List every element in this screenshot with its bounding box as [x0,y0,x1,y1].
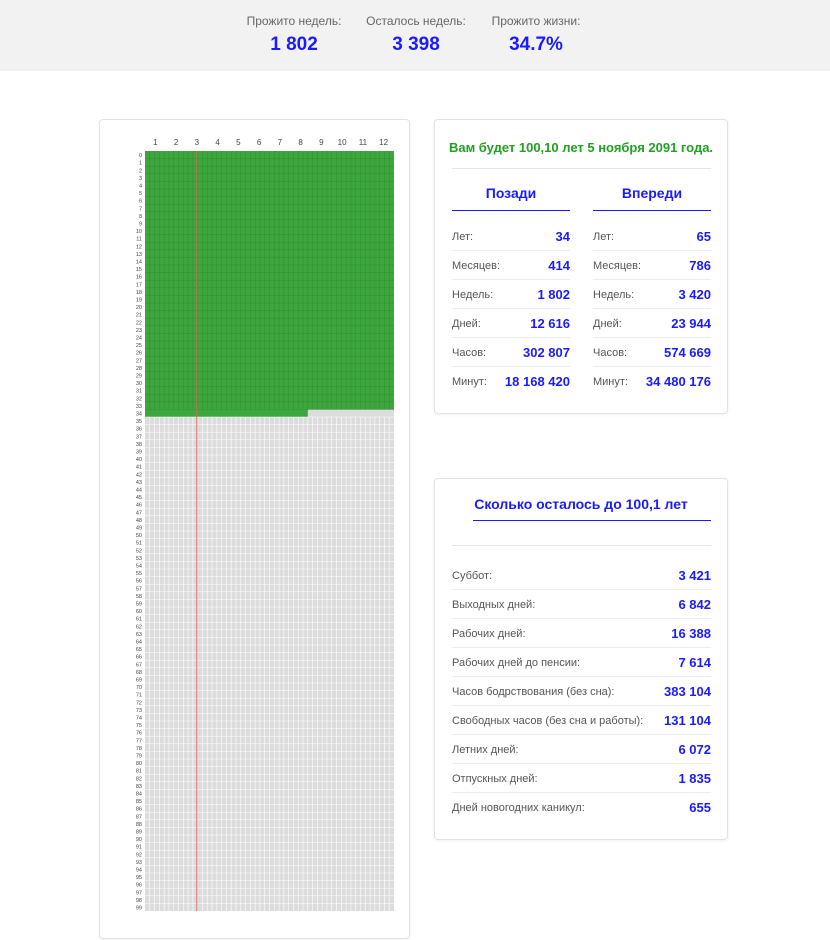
behind-row [452,338,570,367]
row-value: 34 480 176 [645,374,711,389]
year-label: 97 [135,890,142,897]
year-label: 83 [135,783,142,790]
stat-value: 34.7% [509,34,563,55]
stat-value: 1 802 [270,34,318,55]
year-label: 3 [138,175,142,182]
year-label: 77 [135,738,142,745]
stat-label: Осталось недель: [366,14,466,28]
year-label: 80 [135,761,142,768]
year-label: 15 [135,267,142,274]
row-value: 65 [696,229,711,244]
year-label: 32 [135,396,142,403]
year-label: 57 [135,586,142,593]
row-value: 12 616 [530,316,570,331]
remaining-row [452,648,711,677]
row-value: 655 [689,800,711,815]
month-label: 9 [319,138,324,147]
year-label: 91 [135,844,142,851]
year-label: 43 [135,479,142,486]
divider [452,168,711,169]
row-value: 6 842 [678,597,711,612]
month-label: 5 [236,138,241,147]
year-label: 87 [135,814,142,821]
stat-life-lived [490,14,582,56]
year-label: 13 [135,251,142,258]
year-label: 6 [138,198,142,205]
year-label: 19 [135,297,142,304]
row-value: 786 [689,258,711,273]
year-label: 11 [136,236,142,243]
row-value: 34 [555,229,570,244]
year-label: 62 [135,624,142,631]
year-label: 2 [138,168,142,175]
row-label: Дней новогодних каникул: [452,802,585,814]
behind-row [452,222,570,251]
life-summary-card [434,119,728,414]
year-label: 96 [135,882,142,889]
year-label: 86 [135,806,142,813]
row-label: Летних дней: [452,744,519,756]
month-label: 8 [298,138,303,147]
year-label: 64 [135,639,142,646]
remaining-row [452,764,711,793]
behind-title: Позади [452,185,570,211]
year-label: 18 [135,289,142,296]
year-label: 95 [135,875,142,882]
year-label: 35 [135,419,142,426]
year-label: 88 [135,821,142,828]
row-label: Недель: [452,289,494,301]
year-label: 34 [135,411,142,418]
row-value: 3 420 [678,287,711,302]
stat-label: Прожито недель: [246,14,342,28]
behind-row [452,280,570,309]
year-label: 14 [135,259,142,266]
year-label: 90 [135,837,142,844]
year-label: 27 [135,358,142,365]
row-label: Выходных дней: [452,599,536,611]
year-label: 47 [135,510,142,517]
year-label: 5 [138,191,142,198]
month-label: 12 [379,138,389,147]
ahead-row [593,280,711,309]
year-label: 17 [135,282,142,289]
row-value: 574 669 [664,345,711,360]
year-label: 75 [135,723,142,730]
row-value: 1 802 [537,287,570,302]
year-label: 46 [135,502,142,509]
year-label: 60 [135,609,142,616]
row-label: Дней: [452,318,481,330]
year-label: 53 [135,555,142,562]
year-label: 52 [135,548,142,555]
row-label: Недель: [593,289,635,301]
row-label: Лет: [452,231,474,243]
year-label: 10 [135,229,142,236]
month-label: 7 [277,138,283,147]
month-label: 2 [173,138,179,147]
year-label: 59 [135,601,142,608]
remaining-title: Сколько осталось до 100,1 лет [474,496,688,512]
year-label: 76 [135,730,142,737]
remaining-row [452,735,711,764]
ahead-row [593,367,711,396]
ahead-title: Впереди [593,185,711,211]
year-label: 85 [135,799,142,806]
year-label: 69 [135,677,142,684]
stat-label: Прожито жизни: [491,14,581,28]
year-label: 72 [135,700,142,707]
month-label: 11 [358,138,368,147]
year-label: 50 [135,533,142,540]
behind-row [452,309,570,338]
year-label: 21 [135,312,142,319]
year-label: 93 [135,859,142,866]
year-label: 48 [135,517,142,524]
year-label: 73 [135,707,142,714]
row-label: Месяцев: [452,260,501,272]
row-label: Рабочих дней до пенсии: [452,657,581,669]
row-value: 18 168 420 [504,374,570,389]
row-label: Суббот: [452,570,493,582]
row-value: 23 944 [671,316,711,331]
year-label: 22 [135,320,142,327]
year-label: 49 [135,525,142,532]
year-label: 4 [138,183,142,190]
year-label: 36 [135,426,142,433]
row-label: Минут: [452,376,487,388]
year-label: 66 [135,654,142,661]
year-label: 81 [135,768,142,775]
year-label: 33 [135,403,142,410]
year-label: 28 [135,365,142,372]
year-label: 98 [135,897,142,904]
year-label: 12 [135,244,142,251]
year-label: 20 [135,305,142,312]
month-label: 10 [337,138,347,147]
year-label: 25 [135,343,142,350]
year-label: 99 [135,905,142,912]
month-label: 3 [194,138,200,147]
row-label: Рабочих дней: [452,628,526,640]
year-label: 65 [135,647,142,654]
ahead-row [593,222,711,251]
year-label: 84 [135,791,142,798]
row-label: Дней: [593,318,622,330]
row-value: 383 104 [664,684,711,699]
year-label: 39 [135,449,142,456]
year-label: 0 [138,153,142,160]
row-label: Отпускных дней: [452,773,538,785]
remaining-row [452,706,711,735]
year-label: 29 [135,373,142,380]
remaining-row [452,561,711,590]
year-label: 8 [138,213,142,220]
row-value: 3 421 [678,568,711,583]
year-label: 24 [135,335,142,342]
row-value: 414 [548,258,570,273]
row-value: 302 807 [523,345,570,360]
row-label: Свободных часов (без сна и работы): [452,715,644,727]
behind-row [452,367,570,396]
life-weeks-grid [100,120,411,940]
row-label: Минут: [593,376,628,388]
row-label: Месяцев: [593,260,642,272]
behind-row [452,251,570,280]
year-label: 16 [135,274,142,281]
year-label: 42 [135,472,142,479]
remaining-row [452,590,711,619]
month-label: 1 [153,138,158,147]
row-label: Часов: [593,347,628,359]
remaining-row [452,619,711,648]
year-label: 68 [135,669,142,676]
year-label: 54 [135,563,142,570]
row-value: 7 614 [678,655,711,670]
ahead-row [593,338,711,367]
row-value: 1 835 [678,771,711,786]
remaining-row [452,677,711,706]
lived-weeks-partial-row [145,409,308,417]
ahead-row [593,309,711,338]
row-value: 131 104 [664,713,711,728]
remaining-card [434,478,728,840]
stat-value: 3 398 [392,34,440,55]
year-label: 78 [135,745,142,752]
year-label: 9 [138,221,142,228]
year-label: 79 [135,753,142,760]
divider [452,545,711,546]
year-label: 26 [135,350,142,357]
year-label: 51 [135,540,142,547]
year-label: 63 [135,631,142,638]
stat-weeks-lived [246,14,342,56]
year-label: 82 [135,776,142,783]
month-label: 4 [215,138,220,147]
year-label: 71 [135,692,142,699]
row-label: Лет: [593,231,615,243]
year-label: 45 [135,495,142,502]
year-label: 1 [138,160,142,167]
row-value: 16 388 [671,626,711,641]
year-label: 89 [135,829,142,836]
year-label: 56 [135,578,142,585]
life-grid-card [99,119,410,939]
year-label: 23 [135,327,142,334]
title-underline [473,520,711,521]
ahead-row [593,251,711,280]
year-label: 31 [135,388,142,395]
age-headline: Вам будет 100,10 лет 5 ноября 2091 года. [448,140,714,155]
month-label: 6 [256,138,262,147]
year-label: 94 [135,867,142,874]
row-label: Часов: [452,347,487,359]
year-label: 70 [135,685,142,692]
year-label: 74 [135,715,142,722]
year-label: 55 [135,571,142,578]
year-label: 7 [138,206,142,213]
top-stats-bar [0,0,830,71]
year-label: 30 [135,381,142,388]
remaining-row [452,793,711,822]
year-label: 38 [135,441,142,448]
year-label: 41 [135,464,142,471]
year-label: 58 [135,593,142,600]
stat-weeks-left [366,14,466,56]
year-label: 37 [135,434,142,441]
year-label: 67 [135,662,142,669]
year-label: 40 [135,457,142,464]
year-label: 92 [135,852,142,859]
row-label: Часов бодрствования (без сна): [452,686,615,698]
year-label: 61 [135,616,142,623]
row-value: 6 072 [678,742,711,757]
year-label: 44 [135,487,142,494]
